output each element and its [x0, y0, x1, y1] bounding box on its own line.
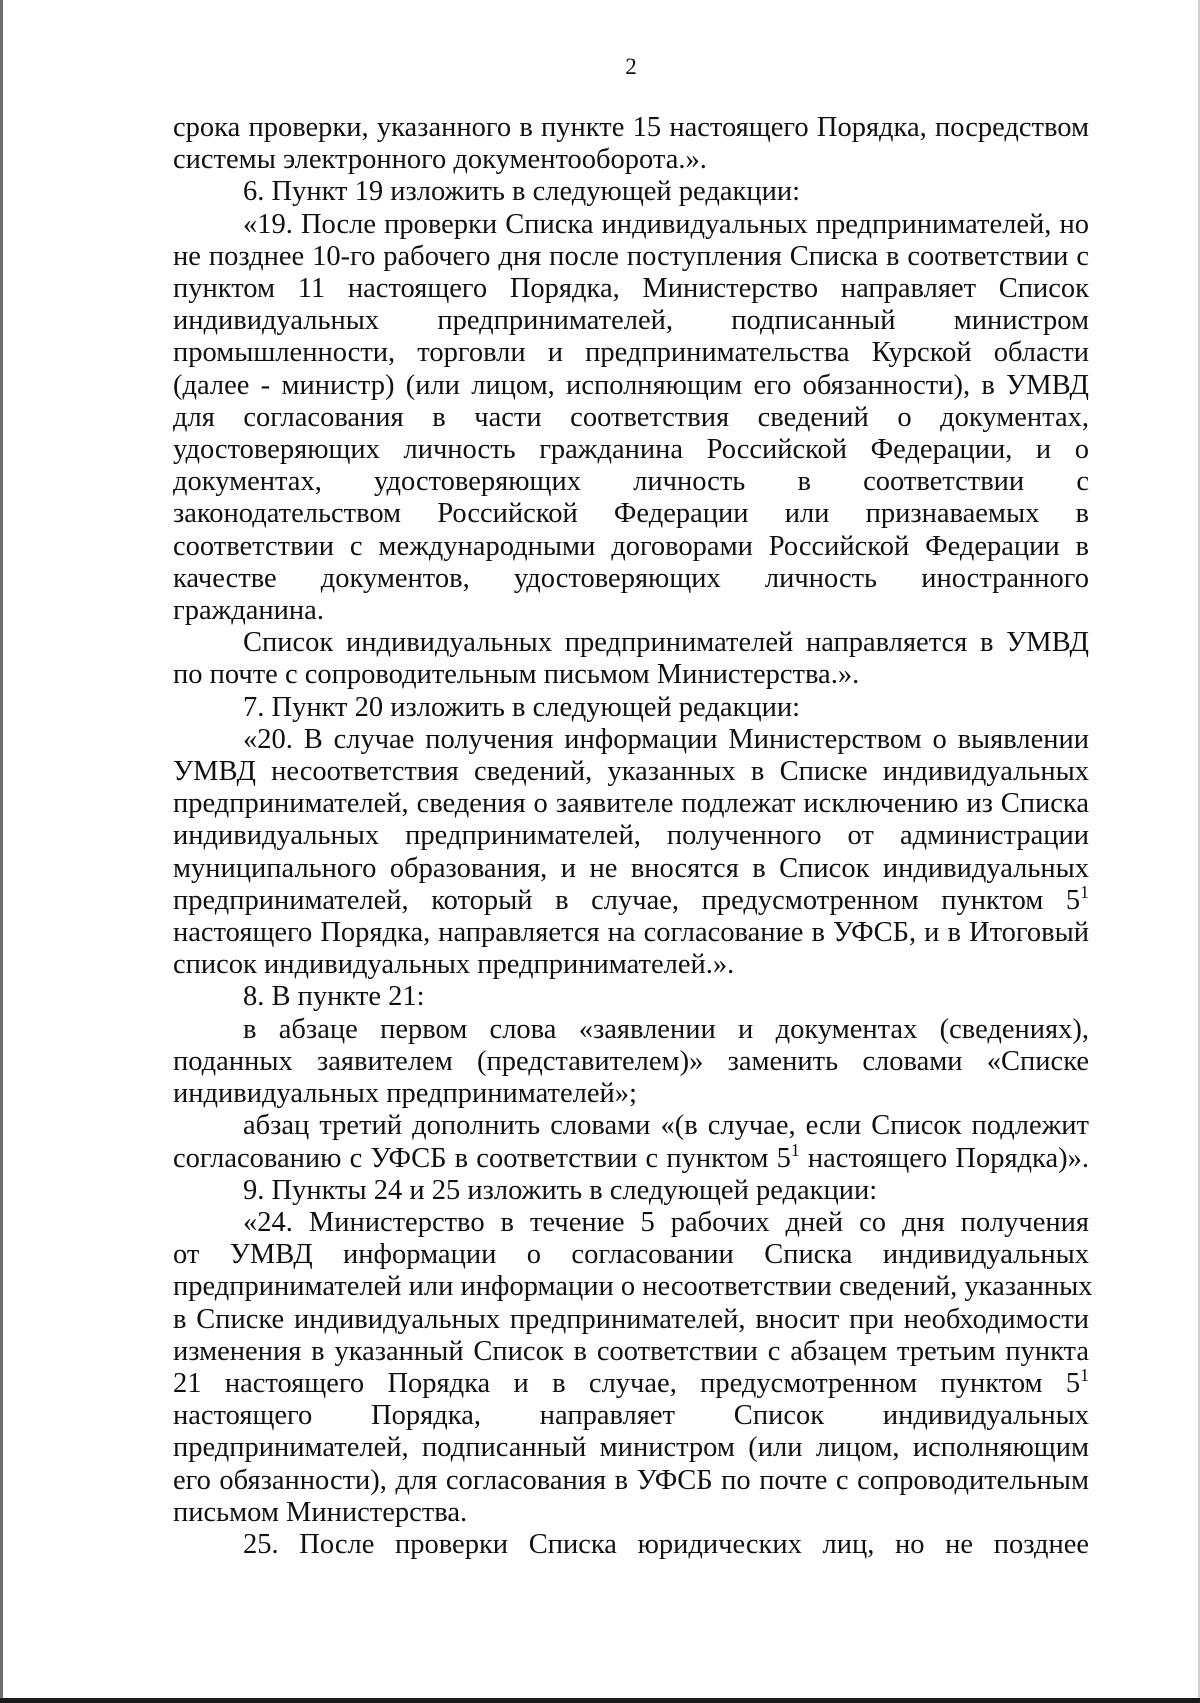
text-line [173, 273, 1089, 305]
text-line [173, 881, 1089, 917]
text-line [173, 337, 1089, 369]
text-line [173, 756, 1089, 788]
text-line [173, 1046, 1089, 1078]
text-line [173, 917, 1089, 949]
text-line-content: 9. Пункты 24 и 25 изложить в следующей редакции: [243, 1174, 878, 1206]
text-line-content: изменения в указанный Список в соответствии с абзацем третьим пункта [173, 1335, 1089, 1367]
text-line [173, 498, 1089, 530]
text-line [173, 176, 1089, 208]
text-line [173, 1014, 1089, 1046]
text-line-content: качестве документов, удостоверяющих личность иностранного [173, 562, 1089, 594]
text-line-content: «24. Министерство в течение 5 рабочих дней со дня получения [243, 1206, 1089, 1238]
text-line-content: промышленности, торговли и предпринимательства Курской области [173, 337, 1089, 369]
text-line-content: абзац третий дополнить словами «(в случае, если Список подлежит [243, 1110, 1089, 1142]
text-line-content: системы электронного документооборота.». [173, 144, 707, 176]
text-line [173, 853, 1089, 885]
text-line [173, 595, 1089, 627]
text-line-content: в Списке индивидуальных предпринимателей, вносит при необходимости [173, 1303, 1089, 1335]
text-line [173, 1336, 1089, 1368]
text-line [173, 1364, 1089, 1400]
text-line-content: от УМВД информации о согласовании Списка индивидуальных [173, 1239, 1089, 1271]
text-line-content: индивидуальных предпринимателей»; [173, 1078, 637, 1110]
text-line-content: документах, удостоверяющих личность в соответствии с [173, 466, 1089, 498]
document-body [173, 112, 1093, 1561]
text-line [173, 1465, 1089, 1497]
text-line [173, 981, 1089, 1013]
text-line-content: для согласования в части соответствия сведений о документах, [173, 401, 1089, 433]
text-line [173, 627, 1089, 659]
text-line-content: индивидуальных предпринимателей, полученного от администрации [173, 820, 1089, 852]
text-line [173, 241, 1089, 273]
text-line-content: УМВД несоответствия сведений, указанных в Списке индивидуальных [173, 756, 1089, 788]
scan-edge-left [0, 0, 3, 1703]
text-line [173, 531, 1089, 563]
text-line [173, 1139, 1089, 1175]
text-line-content: не позднее 10-го рабочего дня после поступления Списка в соответствии с [173, 240, 1089, 272]
text-line [173, 112, 1089, 144]
text-line-content: предпринимателей, который в случае, предусмотренном пунктом 5 [173, 884, 1081, 916]
text-line [173, 305, 1089, 337]
text-line-content: «20. В случае получения информации Министерством о выявлении [243, 723, 1089, 755]
text-line [173, 1239, 1089, 1271]
text-line [173, 402, 1089, 434]
text-line-content: муниципального образования, и не вносятся в Список индивидуальных [173, 852, 1089, 884]
text-line [173, 370, 1089, 402]
superscript: 1 [790, 1139, 800, 1160]
text-line [173, 659, 1089, 691]
text-line [173, 1271, 1093, 1303]
text-line-content: гражданина. [173, 595, 324, 627]
text-line-content: предпринимателей, подписанный министром (или лицом, исполняющим [173, 1432, 1089, 1464]
page-number: 2 [625, 54, 637, 79]
text-line-content: предпринимателей или информации о несоответствии сведений, указанных [173, 1271, 1093, 1303]
text-line [173, 144, 1089, 176]
text-line-content: в абзаце первом слова «заявлении и документах (сведениях), [243, 1013, 1089, 1045]
text-line [173, 724, 1089, 756]
text-line [173, 466, 1089, 498]
text-line-content: соответствии с международными договорами Российской Федерации в [173, 530, 1089, 562]
text-line-content: пунктом 11 настоящего Порядка, Министерство направляет Список [173, 273, 1089, 305]
text-line [173, 692, 1089, 724]
text-line [173, 1497, 1089, 1529]
text-line-content: (далее - министр) (или лицом, исполняющим его обязанности), в УМВД [173, 369, 1089, 401]
text-line-content: индивидуальных предпринимателей, подписанный министром [173, 305, 1089, 337]
text-line-continuation: настоящего Порядка)». [799, 1142, 1089, 1174]
text-line-content: настоящего Порядка, направляется на согласование в УФСБ, и в Итоговый [173, 917, 1089, 949]
text-line [173, 1529, 1089, 1561]
text-line-content: 25. После проверки Списка юридических лиц, но не позднее [243, 1528, 1089, 1560]
text-line [173, 788, 1089, 820]
text-line [173, 563, 1089, 595]
text-line-content: настоящего Порядка, направляет Список индивидуальных [173, 1400, 1089, 1432]
text-line-content: поданных заявителем (представителем)» заменить словами «Списке [173, 1045, 1089, 1077]
text-line [173, 434, 1089, 466]
text-line-content: предпринимателей, сведения о заявителе подлежат исключению из Списка [173, 788, 1089, 820]
text-line [173, 1207, 1089, 1239]
text-line [173, 1304, 1089, 1336]
text-line-content: законодательством Российской Федерации или признаваемых в [173, 498, 1089, 530]
text-line-content: Список индивидуальных предпринимателей направляется в УМВД [243, 627, 1089, 659]
text-line [173, 1400, 1089, 1432]
text-line-content: удостоверяющих личность гражданина Российской Федерации, и о [173, 434, 1089, 466]
text-line [173, 209, 1089, 241]
text-line [173, 1175, 1089, 1207]
text-line-content: его обязанности), для согласования в УФСБ по почте с сопроводительным [173, 1464, 1089, 1496]
text-line-content: согласованию с УФСБ в соответствии с пунктом 5 [173, 1142, 791, 1174]
text-line-content: письмом Министерства. [173, 1496, 468, 1528]
superscript: 1 [1080, 881, 1089, 902]
text-line-content: 6. Пункт 19 изложить в следующей редакции: [243, 176, 800, 208]
text-line [173, 1110, 1089, 1142]
superscript: 1 [1080, 1364, 1089, 1385]
text-line [173, 820, 1089, 852]
text-line-content: срока проверки, указанного в пункте 15 настоящего Порядка, посредством [173, 112, 1089, 143]
text-line [173, 949, 1089, 981]
text-line [173, 1078, 1089, 1110]
text-line-content: по почте с сопроводительным письмом Министерства.». [173, 659, 860, 691]
text-line-content: 7. Пункт 20 изложить в следующей редакции: [243, 691, 800, 723]
text-line-content: 21 настоящего Порядка и в случае, предусмотренном пунктом 5 [173, 1367, 1081, 1399]
text-line [173, 1432, 1089, 1464]
text-line-content: «19. После проверки Списка индивидуальных предпринимателей, но [243, 208, 1089, 240]
text-line-content: 8. В пункте 21: [243, 981, 425, 1013]
text-line-content: список индивидуальных предпринимателей.». [173, 949, 735, 981]
scan-edge-bottom [0, 1698, 1200, 1703]
